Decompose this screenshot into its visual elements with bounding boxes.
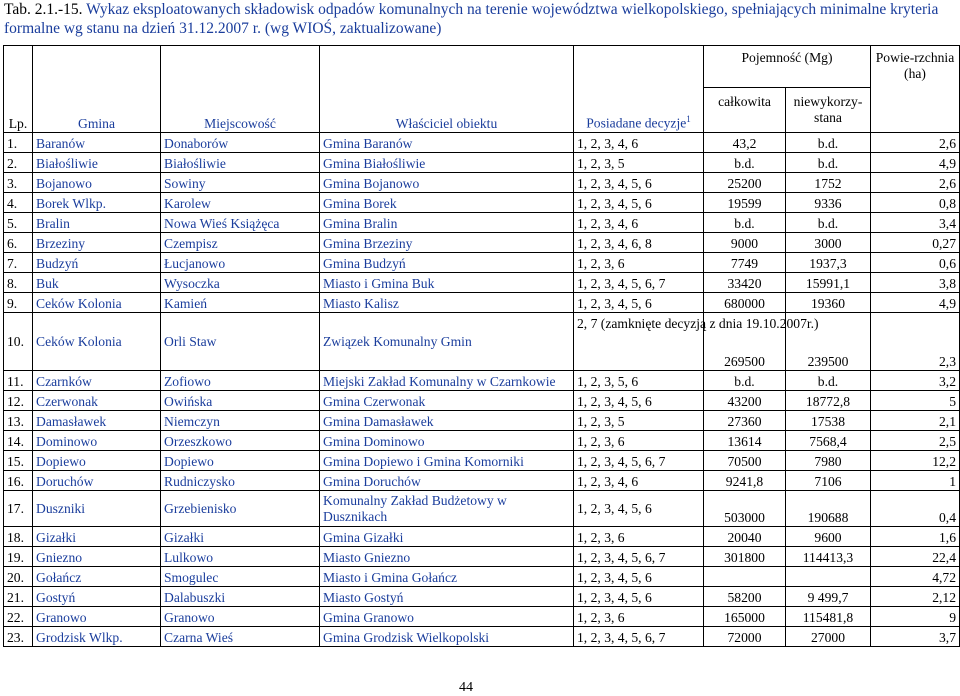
row-wlasciciel: Miasto Gniezno	[320, 547, 574, 567]
row-wlasciciel: Gmina Doruchów	[320, 471, 574, 491]
table-row	[4, 313, 960, 371]
row-lp: 14.	[4, 431, 33, 451]
table-row	[4, 233, 960, 253]
row-wlasciciel: Gmina Bralin	[320, 213, 574, 233]
row-lp: 7.	[4, 253, 33, 273]
row-lp: 20.	[4, 567, 33, 587]
row-lp: 16.	[4, 471, 33, 491]
row-lp: 3.	[4, 173, 33, 193]
table-row	[4, 371, 960, 391]
row-calkowita: b.d.	[704, 371, 786, 391]
table-row	[4, 173, 960, 193]
row-decyzje: 1, 2, 3, 6	[574, 431, 704, 451]
row-niewykorzystana: 7106	[786, 471, 871, 491]
row-miejscowosc: Sowiny	[161, 173, 320, 193]
row-niewykorzystana: b.d.	[786, 371, 871, 391]
row-wlasciciel: Miasto i Gmina Buk	[320, 273, 574, 293]
row-miejscowosc: Dopiewo	[161, 451, 320, 471]
table-row	[4, 587, 960, 607]
row-niewykorzystana: 1752	[786, 173, 871, 193]
row-powierzchnia: 3,4	[871, 213, 960, 233]
row-wlasciciel: Gmina Grodzisk Wielkopolski	[320, 627, 574, 647]
landfill-table	[3, 45, 960, 647]
row-gmina: Doruchów	[33, 471, 161, 491]
row-decyzje: 1, 2, 3, 5	[574, 411, 704, 431]
header-lp: Lp.	[4, 46, 33, 133]
table-row	[4, 567, 960, 587]
row-miejscowosc: Zofiowo	[161, 371, 320, 391]
row-decyzje: 1, 2, 3, 4, 6	[574, 133, 704, 153]
row-lp: 9.	[4, 293, 33, 313]
row-decyzje: 1, 2, 3, 4, 6	[574, 471, 704, 491]
row-calkowita: 43200	[704, 391, 786, 411]
row-miejscowosc: Czarna Wieś	[161, 627, 320, 647]
header-wlasciciel: Właściciel obiektu	[320, 46, 574, 133]
row-decyzje: 1, 2, 3, 4, 5, 6	[574, 491, 704, 527]
row-wlasciciel: Miejski Zakład Komunalny w Czarnkowie	[320, 371, 574, 391]
row-niewykorzystana: 190688	[786, 491, 871, 527]
row-lp: 12.	[4, 391, 33, 411]
row-niewykorzystana: 1937,3	[786, 253, 871, 273]
page-number: 44	[459, 680, 473, 695]
row-miejscowosc: Donaborów	[161, 133, 320, 153]
table-body	[4, 133, 960, 647]
table-row	[4, 527, 960, 547]
row-decyzje: 1, 2, 3, 4, 6	[574, 213, 704, 233]
row-lp: 11.	[4, 371, 33, 391]
row-niewykorzystana: 18772,8	[786, 391, 871, 411]
row-wlasciciel: Gmina Dominowo	[320, 431, 574, 451]
row-wlasciciel: Gmina Brzeziny	[320, 233, 574, 253]
row-calkowita: b.d.	[704, 213, 786, 233]
row-powierzchnia: 2,12	[871, 587, 960, 607]
row-miejscowosc: Nowa Wieś Książęca	[161, 213, 320, 233]
row-lp: 6.	[4, 233, 33, 253]
row-decyzje: 1, 2, 3, 4, 5, 6	[574, 567, 704, 587]
row-calkowita: 25200	[704, 173, 786, 193]
row-decyzje: 1, 2, 3, 4, 5, 6, 7	[574, 273, 704, 293]
table-row	[4, 471, 960, 491]
table-row	[4, 133, 960, 153]
row-calkowita: 33420	[704, 273, 786, 293]
row-calkowita: 58200	[704, 587, 786, 607]
row-gmina: Czarnków	[33, 371, 161, 391]
row-niewykorzystana: 3000	[786, 233, 871, 253]
row-calkowita: 43,2	[704, 133, 786, 153]
row-gmina: Grodzisk Wlkp.	[33, 627, 161, 647]
row-gmina: Ceków Kolonia	[33, 293, 161, 313]
row-miejscowosc: Grzebienisko	[161, 491, 320, 527]
row-gmina: Buk	[33, 273, 161, 293]
row-miejscowosc: Kamień	[161, 293, 320, 313]
row-lp: 22.	[4, 607, 33, 627]
row-miejscowosc: Lulkowo	[161, 547, 320, 567]
row-gmina: Czerwonak	[33, 391, 161, 411]
header-calkowita: całkowita	[704, 88, 786, 133]
row-decyzje: 1, 2, 3, 4, 5, 6, 7	[574, 627, 704, 647]
row-gmina: Dopiewo	[33, 451, 161, 471]
row-lp: 5.	[4, 213, 33, 233]
row-calkowita: 20040	[704, 527, 786, 547]
row-calkowita: 9241,8	[704, 471, 786, 491]
header-miejscowosc: Miejscowość	[161, 46, 320, 133]
row-gmina: Granowo	[33, 607, 161, 627]
row-lp: 19.	[4, 547, 33, 567]
row-decyzje: 1, 2, 3, 4, 5, 6	[574, 587, 704, 607]
row-calkowita: b.d.	[704, 153, 786, 173]
row-wlasciciel: Komunalny Zakład Budżetowy w Dusznikach	[320, 491, 574, 527]
row-powierzchnia: 2,5	[871, 431, 960, 451]
row-miejscowosc: Dalabuszki	[161, 587, 320, 607]
row-miejscowosc: Białośliwie	[161, 153, 320, 173]
row-lp: 2.	[4, 153, 33, 173]
row-wlasciciel: Miasto i Gmina Gołańcz	[320, 567, 574, 587]
row-lp: 8.	[4, 273, 33, 293]
table-caption	[4, 0, 956, 38]
row-miejscowosc: Owińska	[161, 391, 320, 411]
row-decyzje: 1, 2, 3, 6	[574, 253, 704, 273]
row-powierzchnia: 9	[871, 607, 960, 627]
row-miejscowosc: Niemczyn	[161, 411, 320, 431]
row-miejscowosc: Orzeszkowo	[161, 431, 320, 451]
row-gmina: Duszniki	[33, 491, 161, 527]
row-miejscowosc: Łucjanowo	[161, 253, 320, 273]
row-miejscowosc: Orli Staw	[161, 313, 320, 371]
row-niewykorzystana: b.d.	[786, 153, 871, 173]
row-niewykorzystana: 15991,1	[786, 273, 871, 293]
row-gmina: Gołańcz	[33, 567, 161, 587]
row-powierzchnia: 22,4	[871, 547, 960, 567]
row-decyzje: 1, 2, 3, 4, 5, 6, 7	[574, 451, 704, 471]
row-decyzje: 1, 2, 3, 4, 6, 8	[574, 233, 704, 253]
row-wlasciciel: Związek Komunalny Gmin	[320, 313, 574, 371]
row-miejscowosc: Smogulec	[161, 567, 320, 587]
row-powierzchnia: 4,72	[871, 567, 960, 587]
row-niewykorzystana: 114413,3	[786, 547, 871, 567]
row-powierzchnia: 4,9	[871, 293, 960, 313]
row-powierzchnia: 2,6	[871, 133, 960, 153]
header-powierzchnia: Powie-rzchnia (ha)	[871, 46, 960, 133]
caption-text: Wykaz eksploatowanych składowisk odpadów komunalnych na terenie województwa wielkopolskiego, spełniających minimalne kryteria formalne wg stanu na dzień 31.12.2007 r. (wg WIOŚ, zaktualizowane)	[4, 1, 939, 37]
row-wlasciciel: Gmina Czerwonak	[320, 391, 574, 411]
row-powierzchnia: 2,3	[871, 313, 960, 371]
row-calkowita: 301800	[704, 547, 786, 567]
row-calkowita: 19599	[704, 193, 786, 213]
row-calkowita: 72000	[704, 627, 786, 647]
row-miejscowosc: Rudniczysko	[161, 471, 320, 491]
row-powierzchnia: 3,7	[871, 627, 960, 647]
header-pojemnosc: Pojemność (Mg)	[704, 46, 871, 88]
table-row	[4, 193, 960, 213]
row-niewykorzystana: 115481,8	[786, 607, 871, 627]
row-lp: 15.	[4, 451, 33, 471]
row-gmina: Brzeziny	[33, 233, 161, 253]
table-row	[4, 491, 960, 527]
row-calkowita: 269500	[704, 313, 786, 371]
row-lp: 1.	[4, 133, 33, 153]
row-decyzje: 1, 2, 3, 4, 5, 6	[574, 193, 704, 213]
row-calkowita: 70500	[704, 451, 786, 471]
row-gmina: Białośliwie	[33, 153, 161, 173]
row-decyzje: 1, 2, 3, 4, 5, 6	[574, 391, 704, 411]
row-lp: 23.	[4, 627, 33, 647]
row-miejscowosc: Gizałki	[161, 527, 320, 547]
row-wlasciciel: Gmina Bojanowo	[320, 173, 574, 193]
row-niewykorzystana: 19360	[786, 293, 871, 313]
row-miejscowosc: Granowo	[161, 607, 320, 627]
table-row	[4, 431, 960, 451]
row-calkowita: 13614	[704, 431, 786, 451]
table-row	[4, 451, 960, 471]
row-wlasciciel: Gmina Białośliwie	[320, 153, 574, 173]
row-calkowita: 27360	[704, 411, 786, 431]
row-niewykorzystana	[786, 567, 871, 587]
row-niewykorzystana: 9 499,7	[786, 587, 871, 607]
row-wlasciciel: Gmina Borek	[320, 193, 574, 213]
row-lp: 10.	[4, 313, 33, 371]
row-niewykorzystana: 7980	[786, 451, 871, 471]
row-gmina: Baranów	[33, 133, 161, 153]
row-powierzchnia: 0,8	[871, 193, 960, 213]
row-wlasciciel: Gmina Baranów	[320, 133, 574, 153]
row-gmina: Bralin	[33, 213, 161, 233]
header-decyzje-footnote: 1	[686, 114, 691, 125]
row-powierzchnia: 3,2	[871, 371, 960, 391]
row-decyzje: 1, 2, 3, 5	[574, 153, 704, 173]
row-niewykorzystana: 27000	[786, 627, 871, 647]
row-gmina: Budzyń	[33, 253, 161, 273]
row-wlasciciel: Gmina Budzyń	[320, 253, 574, 273]
row-lp: 4.	[4, 193, 33, 213]
row-lp: 18.	[4, 527, 33, 547]
row-wlasciciel: Gmina Damasławek	[320, 411, 574, 431]
table-row	[4, 607, 960, 627]
row-powierzchnia: 2,6	[871, 173, 960, 193]
row-powierzchnia: 3,8	[871, 273, 960, 293]
row-niewykorzystana: b.d.	[786, 213, 871, 233]
row-wlasciciel: Miasto Gostyń	[320, 587, 574, 607]
row-niewykorzystana: 7568,4	[786, 431, 871, 451]
row-wlasciciel: Miasto Kalisz	[320, 293, 574, 313]
row-gmina: Gostyń	[33, 587, 161, 607]
row-powierzchnia: 0,27	[871, 233, 960, 253]
row-calkowita: 9000	[704, 233, 786, 253]
row-powierzchnia: 2,1	[871, 411, 960, 431]
row-calkowita	[704, 567, 786, 587]
row-gmina: Dominowo	[33, 431, 161, 451]
table-row	[4, 273, 960, 293]
row-powierzchnia: 0,4	[871, 491, 960, 527]
row-miejscowosc: Czempisz	[161, 233, 320, 253]
row-decyzje: 1, 2, 3, 6	[574, 607, 704, 627]
header-niewykorzystana: niewykorzy-stana	[786, 88, 871, 133]
row-calkowita: 7749	[704, 253, 786, 273]
table-row	[4, 391, 960, 411]
row-calkowita: 165000	[704, 607, 786, 627]
row-decyzje: 1, 2, 3, 5, 6	[574, 371, 704, 391]
row-miejscowosc: Karolew	[161, 193, 320, 213]
row-gmina: Ceków Kolonia	[33, 313, 161, 371]
row-decyzje: 1, 2, 3, 6	[574, 527, 704, 547]
row-powierzchnia: 1	[871, 471, 960, 491]
header-decyzje	[574, 46, 704, 133]
table-row	[4, 153, 960, 173]
row-niewykorzystana: 9600	[786, 527, 871, 547]
row-powierzchnia: 0,6	[871, 253, 960, 273]
row-gmina: Bojanowo	[33, 173, 161, 193]
row-lp: 21.	[4, 587, 33, 607]
row-powierzchnia: 1,6	[871, 527, 960, 547]
row-decyzje: 1, 2, 3, 4, 5, 6	[574, 173, 704, 193]
row-powierzchnia: 5	[871, 391, 960, 411]
header-gmina: Gmina	[33, 46, 161, 133]
row-lp: 17.	[4, 491, 33, 527]
row-powierzchnia: 4,9	[871, 153, 960, 173]
caption-label: Tab. 2.1.-15.	[4, 1, 83, 18]
header-decyzje-text: Posiadane decyzje	[586, 116, 687, 131]
row-gmina: Gizałki	[33, 527, 161, 547]
row-niewykorzystana: b.d.	[786, 133, 871, 153]
table-row	[4, 411, 960, 431]
table-row	[4, 253, 960, 273]
row-gmina: Borek Wlkp.	[33, 193, 161, 213]
row-calkowita: 680000	[704, 293, 786, 313]
header-row	[4, 46, 960, 88]
row-miejscowosc: Wysoczka	[161, 273, 320, 293]
row-gmina: Gniezno	[33, 547, 161, 567]
row-calkowita: 503000	[704, 491, 786, 527]
row-powierzchnia: 12,2	[871, 451, 960, 471]
row-gmina: Damasławek	[33, 411, 161, 431]
row-wlasciciel: Gmina Dopiewo i Gmina Komorniki	[320, 451, 574, 471]
row-wlasciciel: Gmina Granowo	[320, 607, 574, 627]
row-wlasciciel: Gmina Gizałki	[320, 527, 574, 547]
table-row	[4, 213, 960, 233]
row-niewykorzystana: 9336	[786, 193, 871, 213]
row-niewykorzystana: 17538	[786, 411, 871, 431]
row-lp: 13.	[4, 411, 33, 431]
table-row	[4, 293, 960, 313]
row-decyzje: 1, 2, 3, 4, 5, 6, 7	[574, 547, 704, 567]
table-row	[4, 627, 960, 647]
row-decyzje: 2, 7 (zamknięte decyzją z dnia 19.10.2007r.)	[574, 313, 704, 371]
table-row	[4, 547, 960, 567]
row-niewykorzystana: 239500	[786, 313, 871, 371]
row-decyzje: 1, 2, 3, 4, 5, 6	[574, 293, 704, 313]
